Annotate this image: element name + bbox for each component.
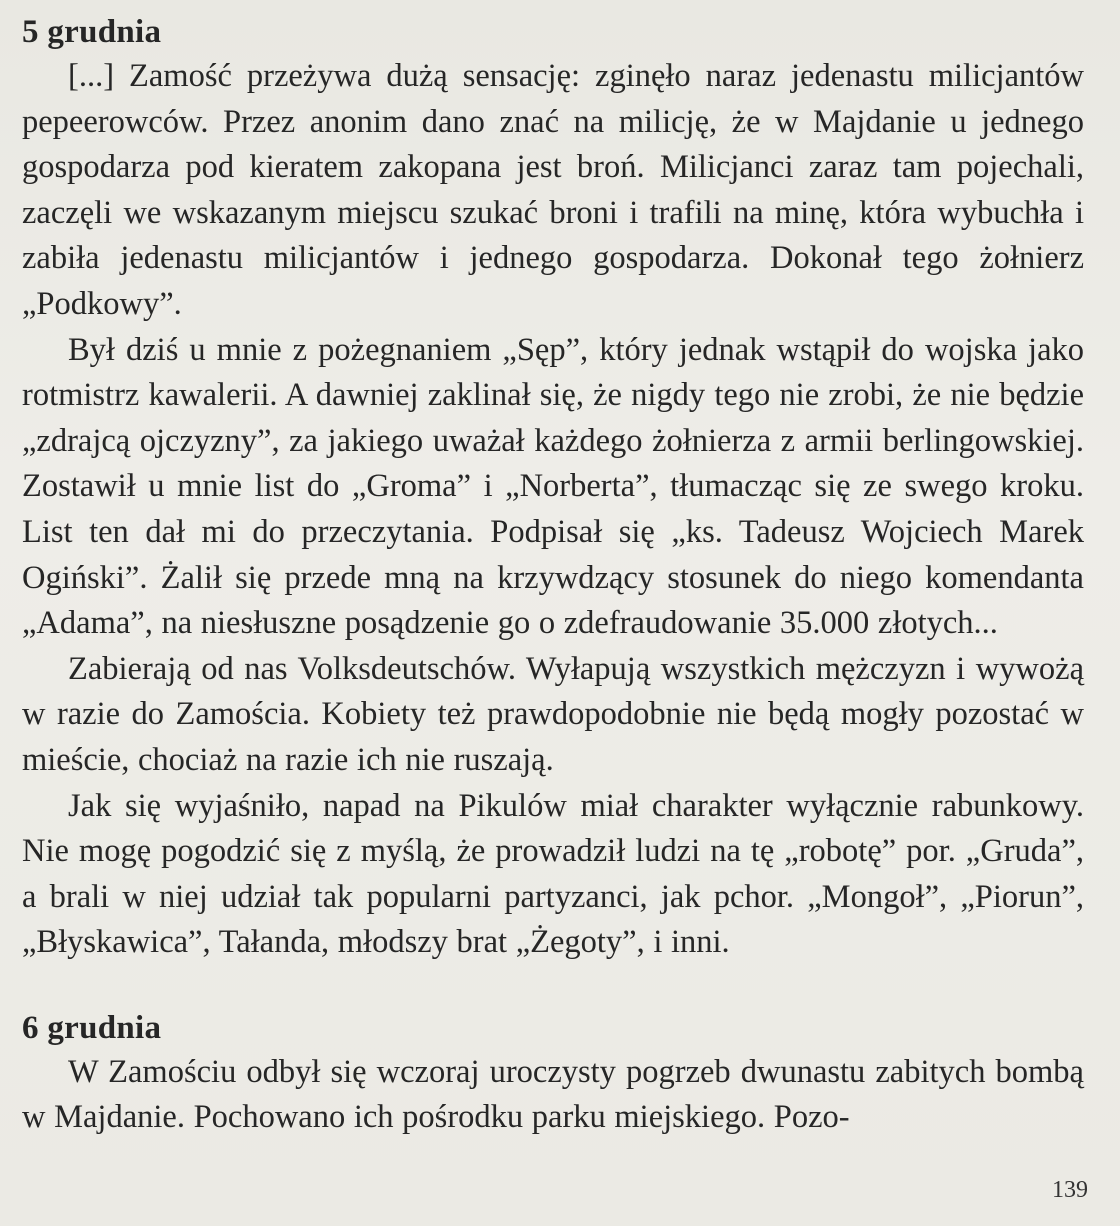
paragraph-milicja-explosion: [...] Zamość przeżywa dużą sensację: zginęło naraz jedenastu milicjantów pepeerowców. Przez anonim dano znać na milicję, że w Majdanie u jednego gospodarza pod kieratem zakopana jest broń. Milicjanci zaraz tam pojechali, zaczęli we wskazanym miejscu szukać broni i trafili na minę, która wybuchła i zabiła jedenastu milicjantów i jednego gospodarza. Dokonał tego żołnierz „Podkowy”.: [22, 58, 1084, 322]
date-heading-5-december: 5 grudnia: [22, 14, 162, 50]
paragraph-volksdeutsche: Zabierają od nas Volksdeutschów. Wyłapują wszystkich mężczyzn i wywożą w razie do Zamościa. Kobiety też prawdopodobnie nie będą mogły pozostać w mieście, chociaż na razie ich nie ruszają.: [22, 650, 1084, 778]
paragraph-sep-farewell: Był dziś u mnie z pożegnaniem „Sęp”, który jednak wstąpił do wojska jako rotmistrz kawalerii. A dawniej zaklinał się, że nigdy tego nie zrobi, że nie będzie „zdrajcą ojczyzny”, za jakiego uważał każdego żołnierza z armii berlingowskiej. Zostawił u mnie list do „Groma” i „Norberta”, tłumacząc się ze swego kroku. List ten dał mi do przeczytania. Podpisał się „ks. Tadeusz Wojciech Marek Ogiński”. Żalił się przede mną na krzywdzący stosunek do niego komendanta „Adama”, na niesłuszne posądzenie go o zdefraudowanie 35.000 złotych...: [22, 331, 1084, 642]
page-number: 139: [1052, 1177, 1088, 1203]
date-heading-6-december: 6 grudnia: [22, 1009, 162, 1046]
paragraph-funeral: W Zamościu odbył się wczoraj uroczysty pogrzeb dwunastu zabitych bombą w Majdanie. Pochowano ich pośrodku parku miejskiego. Pozo-: [22, 1053, 1084, 1136]
paragraph-pikulow-raid: Jak się wyjaśniło, napad na Pikulów miał charakter wyłącznie rabunkowy. Nie mogę pogodzić się z myślą, że prowadził ludzi na tę „robotę” por. „Gruda”, a brali w niej udział tak popularni partyzanci, jak pchor. „Mongoł”, „Piorun”, „Błyskawica”, Tałanda, młodszy brat „Żegoty”, i inni.: [22, 787, 1084, 961]
page-text: [22, 10, 1084, 1141]
